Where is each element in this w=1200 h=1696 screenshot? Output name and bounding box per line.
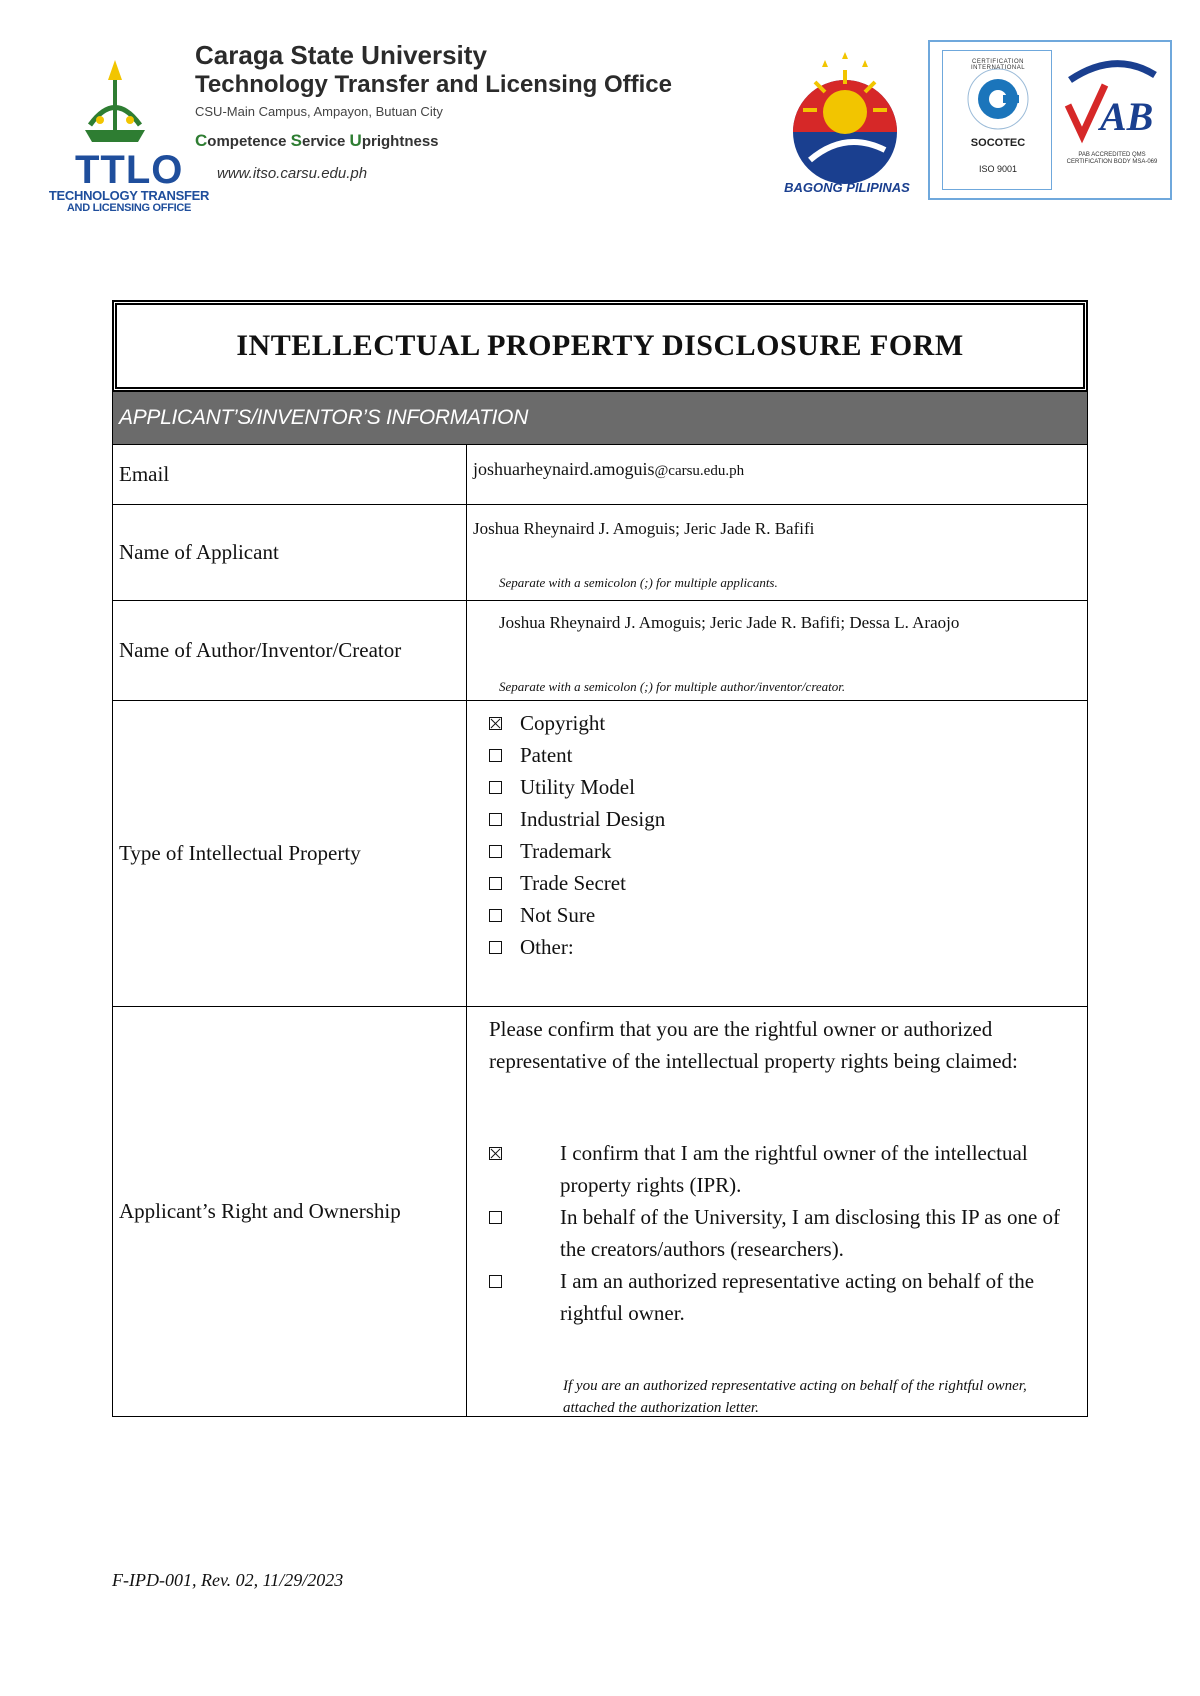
ip-type-option-not-sure[interactable] [489,899,665,931]
motto-initial: U [349,131,362,150]
ip-type-option-utility-model[interactable] [489,771,665,803]
ip-type-option-trade-secret[interactable] [489,867,665,899]
applicant-label: Name of Applicant [113,505,467,600]
checkbox-icon[interactable] [489,813,502,826]
socotec-ring-label: CERTIFICATION INTERNATIONAL [970,59,1026,71]
page-header [30,40,1180,220]
title-box [112,300,1088,392]
ip-disclosure-form [112,300,1088,1417]
website-link[interactable]: www.itso.carsu.edu.ph [217,165,368,182]
ip-type-option-patent[interactable] [489,739,665,771]
ttlo-logo-text: TTLO [75,148,184,192]
checkbox-icon[interactable] [489,1211,502,1224]
iso-label: ISO 9001 [978,164,1018,174]
section-title: APPLICANT’S/INVENTOR’S INFORMATION [119,406,529,429]
ip-type-option-copyright[interactable] [489,707,665,739]
form-title: INTELLECTUAL PROPERTY DISCLOSURE FORM [236,329,964,362]
checkbox-icon[interactable] [489,941,502,954]
checkbox-icon[interactable] [489,909,502,922]
option-label: Industrial Design [520,806,666,831]
socotec-logo [942,50,1052,190]
author-row [112,601,1088,701]
motto-word: Uprightness [349,131,439,150]
checkbox-icon[interactable] [489,845,502,858]
rights-row [112,1007,1088,1417]
checkbox-checked-icon[interactable] [489,717,502,730]
email-field[interactable] [467,445,1087,504]
motto-word: Competence [195,131,287,150]
option-label: Trademark [520,838,612,863]
option-label: I confirm that I am the rightful owner of the intellectual property rights (IPR). [560,1141,1028,1197]
rights-option-university[interactable] [489,1201,1069,1265]
ip-type-option-industrial-design[interactable] [489,803,665,835]
ttlo-logo-sub1: TECHNOLOGY TRANSFER [48,188,210,203]
ip-type-option-other[interactable] [489,931,665,963]
author-label: Name of Author/Inventor/Creator [113,601,467,700]
rights-note: If you are an authorized representative acting on behalf of the rightful owner, attached the authorization letter. [563,1378,1027,1416]
email-user: joshuarheynaird.amoguis [473,459,655,479]
pab-accreditation-icon [1060,50,1160,150]
email-domain: @carsu.edu.ph [654,463,745,479]
office-name: Technology Transfer and Licensing Office [195,71,672,98]
rights-option-owner[interactable] [489,1137,1069,1201]
option-label: Trade Secret [520,870,626,895]
bagong-pilipinas-label: BAGONG PILIPINAS [784,180,910,195]
option-label: Patent [520,742,573,767]
email-label: Email [113,445,467,504]
checkbox-icon[interactable] [489,749,502,762]
author-field[interactable] [467,601,1087,700]
pab-caption: PAB ACCREDITED QMS CERTIFICATION BODY MSA-069 [1066,152,1158,165]
email-row [112,445,1088,505]
applicant-hint: Separate with a semicolon (;) for multiple applicants. [499,575,778,590]
checkbox-icon[interactable] [489,1275,502,1288]
motto-word: Service [290,131,346,150]
email-value [473,459,744,480]
option-label: Not Sure [520,902,596,927]
motto [195,131,672,151]
rights-label: Applicant’s Right and Ownership [113,1007,467,1416]
university-name: Caraga State University [195,40,487,70]
applicant-field[interactable] [467,505,1087,600]
socotec-name: SOCOTEC [970,137,1026,149]
pab-wordmark: AB [1100,94,1154,139]
checkbox-icon[interactable] [489,781,502,794]
option-label: Other: [520,934,574,959]
option-label: I am an authorized representative acting on behalf of the rightful owner. [560,1269,1035,1325]
motto-initial: C [195,131,208,150]
ip-type-options [467,701,1087,1006]
option-label: Utility Model [520,774,635,799]
author-hint: Separate with a semicolon (;) for multiple author/inventor/creator. [499,679,846,694]
checkbox-checked-icon[interactable] [489,1147,502,1160]
university-block [195,40,672,182]
author-value: Joshua Rheynaird J. Amoguis; Jeric Jade R. Bafifi; Dessa L. Araojo [499,613,960,632]
rights-options [467,1007,1087,1416]
form-code: F-IPD-001, Rev. 02, 11/29/2023 [112,1570,344,1590]
checkbox-icon[interactable] [489,877,502,890]
applicant-row [112,505,1088,601]
ttlo-logo [30,50,220,214]
ip-type-option-trademark[interactable] [489,835,665,867]
rights-prompt: Please confirm that you are the rightful owner or authorized representative of the intellectual property rights being claimed: [489,1017,1018,1073]
motto-initial: S [290,131,302,150]
ttlo-logo-sub2: AND LICENSING OFFICE [66,202,192,214]
rights-option-representative[interactable] [489,1265,1069,1329]
option-label: In behalf of the University, I am disclosing this IP as one of the creators/authors (researchers). [560,1205,1061,1261]
section-header [112,392,1088,445]
ip-type-row [112,701,1088,1007]
option-label: Copyright [520,710,606,735]
bagong-pilipinas-logo [770,50,920,200]
ip-type-label: Type of Intellectual Property [113,701,467,1006]
campus-address: CSU-Main Campus, Ampayon, Butuan City [195,104,443,119]
applicant-value: Joshua Rheynaird J. Amoguis; Jeric Jade R. Bafifi [473,519,815,538]
bagong-pilipinas-icon [770,50,920,190]
certification-logos [928,40,1172,200]
